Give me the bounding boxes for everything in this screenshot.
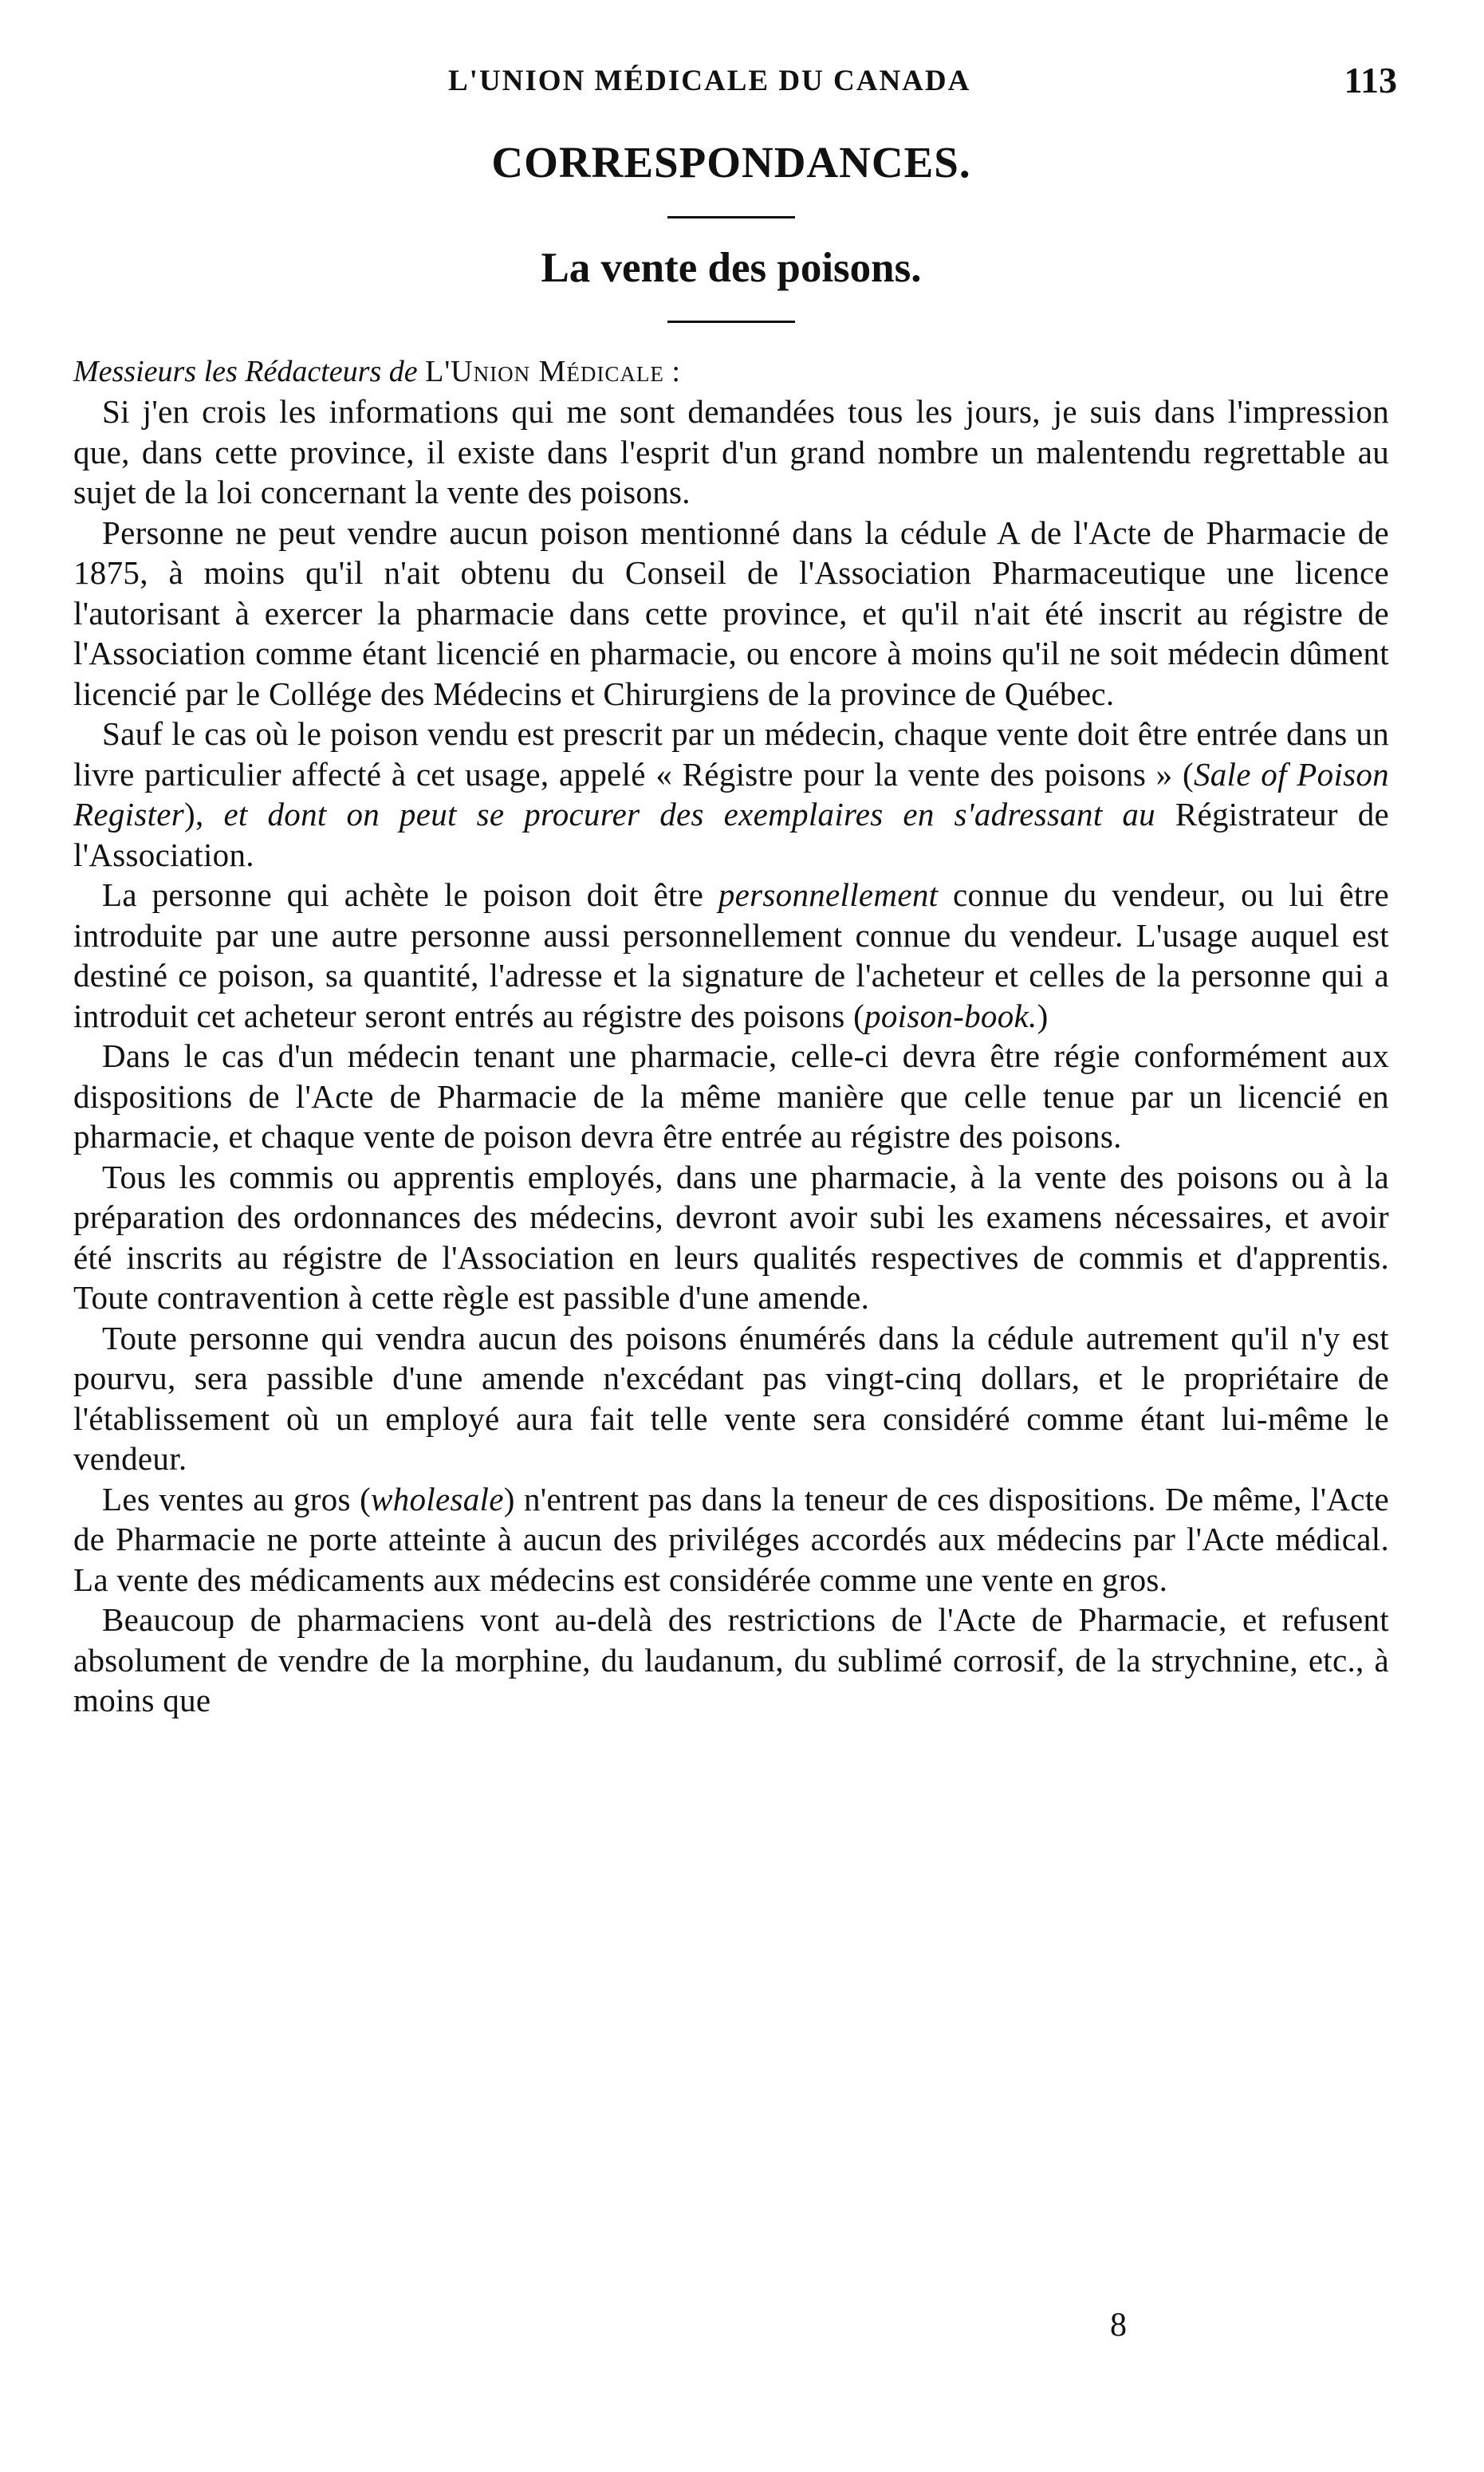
signature-mark: 8 (1110, 2307, 1127, 2344)
paragraph-3-text-b: ), (184, 796, 224, 833)
paragraph-3-italic-register: Sale of Poison Register (73, 755, 1389, 833)
paragraph-6: Tous les commis ou apprentis employés, dans une pharmacie, à la vente des poisons ou à la préparation des ordonnances des médecins, devront avoir subi les examens nécessaires, et avoir été inscrits au régistre de l'Association en leurs qualités respectives de commis et d'apprentis. Toute contravention à cette règle est passible d'une amende. (73, 1158, 1389, 1316)
paragraph-8-text-b: ) n'entrent pas dans la teneur de ces dispositions. De même, l'Acte de Pharmacie ne porte atteinte à aucun des priviléges accordés aux médecins par l'Acte médical. La vente des médicaments aux médecins est considérée comme une vente en gros. (73, 1480, 1389, 1598)
section-title: CORRESPONDANCES. (491, 138, 971, 187)
paragraph-4-italic-personnellement: personnellement (718, 876, 939, 913)
paragraph-4-italic-poison-book: poison-book. (864, 997, 1037, 1034)
paragraph-8-text-a: Les ventes au gros ( (102, 1480, 372, 1517)
divider-rule-bottom (667, 321, 795, 323)
salutation-suffix: : (663, 355, 680, 388)
page-number: 113 (1344, 60, 1397, 100)
paragraph-2: Personne ne peut vendre aucun poison mentionné dans la cédule A de l'Acte de Pharmacie de 1875, à moins qu'il n'ait obtenu du Conseil de l'Association Pharmaceutique une licence l'autorisant à exercer la pharmacie dans cette province, et qu'il n'ait été inscrit au régistre de l'Association comme étant licencié en pharmacie, ou encore à moins qu'il ne soit médecin dûment licencié par le Collége des Médecins et Chirurgiens de la province de Québec. (73, 514, 1389, 712)
divider-rule-top (667, 216, 795, 218)
running-title: L'UNION MÉDICALE DU CANADA (448, 65, 971, 97)
salutation-prefix: Messieurs les Rédacteurs de (73, 355, 426, 388)
paragraph-5: Dans le cas d'un médecin tenant une pharmacie, celle-ci devra être régie conformément aux dispositions de l'Acte de Pharmacie de la même manière que celle tenue par un licencié en pharmacie, et chaque vente de poison devra être entrée au régistre des poisons. (73, 1037, 1389, 1155)
paragraph-8 (73, 1479, 1389, 1600)
article-title: La vente des poisons. (541, 245, 922, 291)
paragraph-4-text-a: La personne qui achète le poison doit être (102, 876, 718, 913)
page (73, 60, 1397, 1721)
running-head (73, 60, 1397, 120)
paragraph-4-text-c: ) (1037, 997, 1049, 1034)
paragraph-3-text-a: Sauf le cas où le poison vendu est prescrit par un médecin, chaque vente doit être entrée dans un livre particulier affecté à cet usage, appelé « Régistre pour la vente des poisons » ( (73, 715, 1389, 793)
salutation-journal: L'Union Médicale (425, 355, 664, 388)
paragraph-9: Beaucoup de pharmaciens vont au-delà des restrictions de l'Acte de Pharmacie, et refusent absolument de vendre de la morphine, du laudanum, du sublimé corrosif, de la strychnine, etc., à moins que (73, 1601, 1389, 1718)
paragraph-4-text-b: connue du vendeur, ou lui être introduite par une autre personne aussi personnellement connue du vendeur. L'usage auquel est destiné ce poison, sa quantité, l'adresse et la signature de l'acheteur et celles de la personne qui a introduit cet acheteur seront entrés au régistre des poisons ( (73, 876, 1389, 1034)
paragraph-3-italic-exemplaires: et dont on peut se procurer des exemplaires en s'adressant au (223, 796, 1155, 833)
paragraph-3 (73, 714, 1389, 875)
salutation (73, 352, 1389, 392)
paragraph-3-text-c: Régistrateur de l'Association. (73, 796, 1390, 873)
paragraph-1: Si j'en crois les informations qui me sont demandées tous les jours, je suis dans l'impression que, dans cette province, il existe dans l'esprit d'un grand nombre un malentendu regrettable au sujet de la loi concernant la vente des poisons. (73, 393, 1389, 510)
paragraph-8-italic-wholesale: wholesale (371, 1480, 504, 1517)
paragraph-7: Toute personne qui vendra aucun des poisons énumérés dans la cédule autrement qu'il n'y est pourvu, sera passible d'une amende n'excédant pas vingt-cinq dollars, et le propriétaire de l'établissement où un employé aura fait telle vente sera considéré comme étant lui-même le vendeur. (73, 1319, 1389, 1477)
paragraph-4 (73, 875, 1389, 1036)
